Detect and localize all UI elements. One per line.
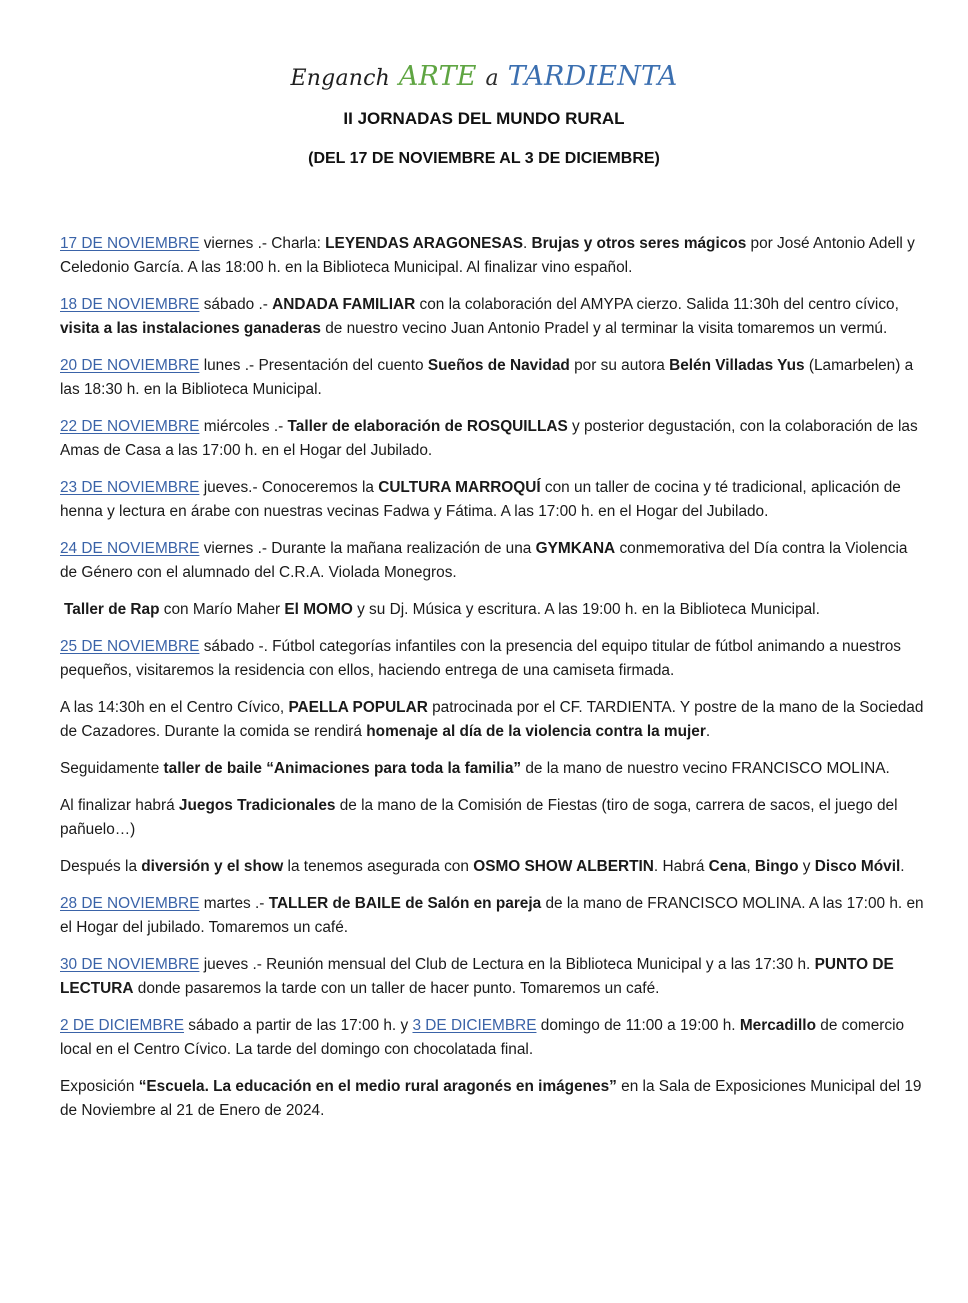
event-nov-20: 20 DE NOVIEMBRE lunes .- Presentación del cuento Sueños de Navidad por su autora Belén Villadas Yus (Lamarbelen) a las 18:30 h. en la Biblioteca Municipal.	[60, 357, 914, 398]
date-link[interactable]: 2 DE DICIEMBRE	[60, 1017, 185, 1034]
date-link[interactable]: 30 DE NOVIEMBRE	[60, 956, 200, 973]
document-header	[0, 60, 968, 170]
event-nov-18: 18 DE NOVIEMBRE sábado .- ANDADA FAMILIAR con la colaboración del AMYPA cierzo. Salida 11:30h del centro cívico, visita a las instalaciones ganaderas de nuestro vecino Juan Antonio Pradel y al terminar la visita tomaremos un vermú.	[60, 296, 899, 337]
event-nov-30: 30 DE NOVIEMBRE jueves .- Reunión mensual del Club de Lectura en la Biblioteca Municipal y a las 17:30 h. PUNTO DE LECTURA donde pasaremos la tarde con un taller de hacer punto. Tomaremos un café.	[60, 956, 894, 997]
date-link[interactable]: 28 DE NOVIEMBRE	[60, 895, 200, 912]
document-date-range: (DEL 17 DE NOVIEMBRE AL 3 DE DICIEMBRE)	[308, 150, 660, 167]
event-nov-24: 24 DE NOVIEMBRE viernes .- Durante la mañana realización de una GYMKANA conmemorativa del Día contra la Violencia de Género con el alumnado del C.R.A. Violada Monegros.	[60, 540, 908, 581]
document-title: II JORNADAS DEL MUNDO RURAL	[343, 109, 625, 128]
date-link[interactable]: 25 DE NOVIEMBRE	[60, 638, 200, 655]
event-nov-22: 22 DE NOVIEMBRE miércoles .- Taller de elaboración de ROSQUILLAS y posterior degustación, con la colaboración de las Amas de Casa a las 17:00 h. en el Hogar del Jubilado.	[60, 418, 918, 459]
event-rap-workshop: Taller de Rap con Marío Maher El MOMO y su Dj. Música y escritura. A las 19:00 h. en la Biblioteca Municipal.	[64, 601, 820, 618]
event-nov-25: 25 DE NOVIEMBRE sábado -. Fútbol categorías infantiles con la presencia del equipo titular de fútbol animando a nuestros pequeños, visitaremos la residencia con ellos, haciendo entrega de una camiseta firmada.	[60, 638, 901, 679]
date-link[interactable]: 18 DE NOVIEMBRE	[60, 296, 200, 313]
date-link[interactable]: 3 DE DICIEMBRE	[412, 1017, 537, 1034]
event-nov-28: 28 DE NOVIEMBRE martes .- TALLER de BAILE de Salón en pareja de la mano de FRANCISCO MOLINA. A las 17:00 h. en el Hogar del jubilado. Tomaremos un café.	[60, 895, 924, 936]
date-link[interactable]: 24 DE NOVIEMBRE	[60, 540, 200, 557]
date-link[interactable]: 20 DE NOVIEMBRE	[60, 357, 200, 374]
event-traditional-games: Al finalizar habrá Juegos Tradicionales de la mano de la Comisión de Fiestas (tiro de soga, carrera de sacos, el juego del pañuelo…)	[60, 797, 898, 838]
event-paella: A las 14:30h en el Centro Cívico, PAELLA POPULAR patrocinada por el CF. TARDIENTA. Y postre de la mano de la Sociedad de Cazadores. Durante la comida se rendirá homenaje al día de la violencia contra la mujer.	[60, 699, 924, 740]
event-list	[60, 232, 926, 1136]
event-nov-23: 23 DE NOVIEMBRE jueves.- Conoceremos la CULTURA MARROQUÍ con un taller de cocina y té tradicional, aplicación de henna y lectura en árabe con nuestras vecinas Fadwa y Fátima. A las 17:00 h. en el Hogar del Jubilado.	[60, 479, 901, 520]
date-link[interactable]: 23 DE NOVIEMBRE	[60, 479, 200, 496]
event-dance-workshop: Seguidamente taller de baile “Animaciones para toda la familia” de la mano de nuestro vecino FRANCISCO MOLINA.	[60, 760, 890, 777]
date-link[interactable]: 17 DE NOVIEMBRE	[60, 235, 200, 252]
date-link[interactable]: 22 DE NOVIEMBRE	[60, 418, 200, 435]
event-nov-17: 17 DE NOVIEMBRE viernes .- Charla: LEYENDAS ARAGONESAS. Brujas y otros seres mágicos por José Antonio Adell y Celedonio García. A las 18:00 h. en la Biblioteca Municipal. Al finalizar vino español.	[60, 235, 915, 276]
event-show: Después la diversión y el show la tenemos asegurada con OSMO SHOW ALBERTIN. Habrá Cena, Bingo y Disco Móvil.	[60, 858, 905, 875]
brand-logo: Enganch ARTE a TARDIENTA	[290, 61, 678, 92]
event-dec-2-3: 2 DE DICIEMBRE sábado a partir de las 17:00 h. y 3 DE DICIEMBRE domingo de 11:00 a 19:00 h. Mercadillo de comercio local en el Centro Cívico. La tarde del domingo con chocolatada final.	[60, 1017, 905, 1058]
event-exhibition: Exposición “Escuela. La educación en el medio rural aragonés en imágenes” en la Sala de Exposiciones Municipal del 19 de Noviembre al 21 de Enero de 2024.	[60, 1078, 922, 1119]
